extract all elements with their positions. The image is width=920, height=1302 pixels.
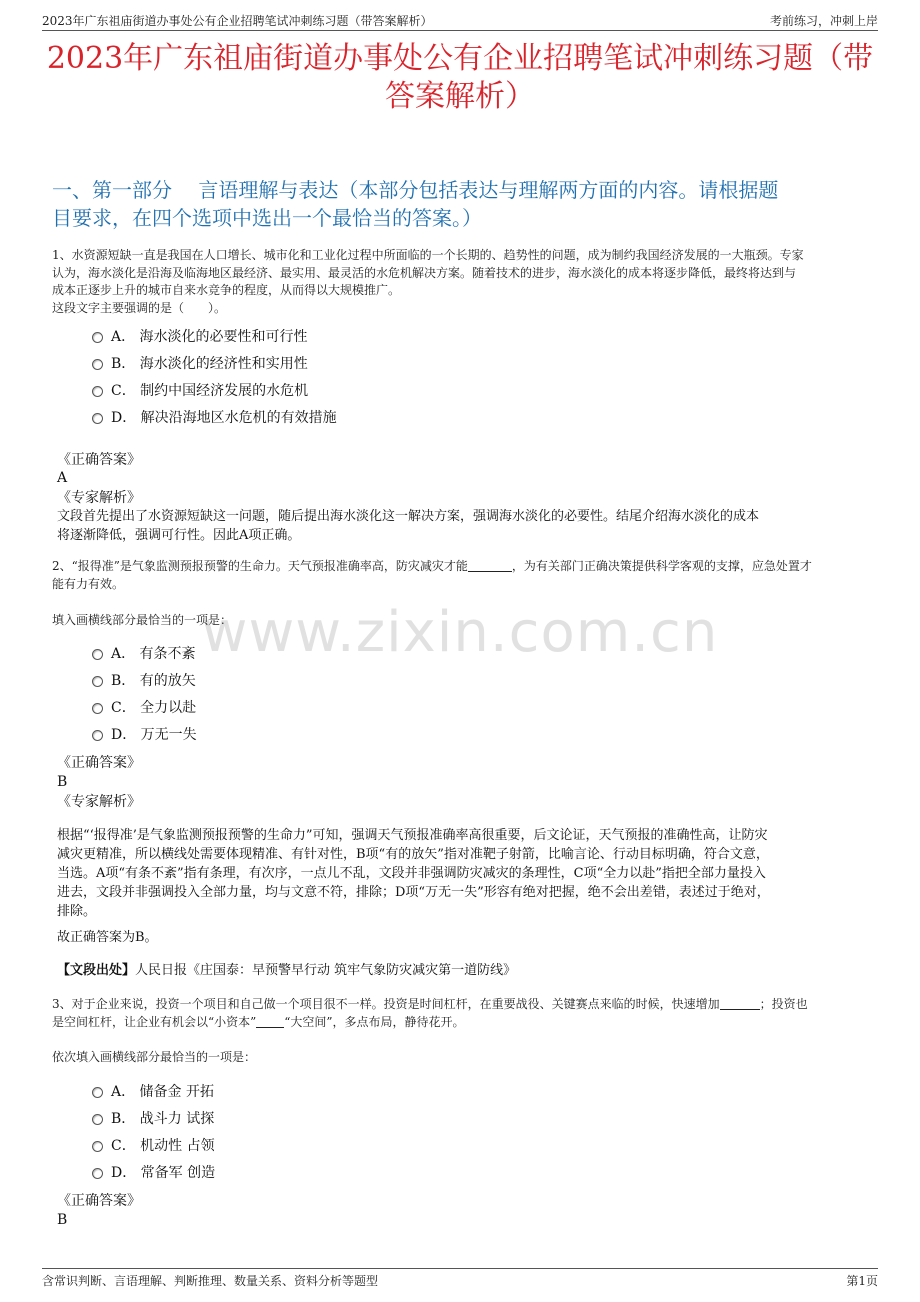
radio-icon[interactable] [92, 332, 103, 343]
running-header-slogan: 考前练习，冲刺上岸 [769, 14, 878, 28]
q3-option-b[interactable]: B． 战斗力 试探 [92, 1110, 214, 1128]
radio-icon[interactable] [92, 1114, 103, 1125]
q3-option-d[interactable]: D． 常备军 创造 [92, 1164, 215, 1182]
radio-icon[interactable] [92, 703, 103, 714]
header-rule [42, 30, 878, 31]
footer-rule [42, 1268, 878, 1269]
radio-icon[interactable] [92, 1087, 103, 1098]
q2-answer: B [57, 774, 68, 790]
q1-answer-label: 《正确答案》 [57, 452, 141, 468]
q3-option-c[interactable]: C． 机动性 占领 [92, 1137, 215, 1155]
section-heading: 一、第一部分 言语理解与表达（本部分包括表达与理解两方面的内容。请根据题 目要求，在四个选项中选出一个最恰当的答案。） [52, 178, 779, 230]
radio-icon[interactable] [92, 1141, 103, 1152]
q2-option-d[interactable]: D． 万无一失 [92, 726, 197, 744]
page-number: 第1页 [846, 1274, 878, 1288]
q3-option-a[interactable]: A． 储备金 开拓 [92, 1083, 214, 1101]
q1-analysis: 文段首先提出了水资源短缺这一问题，随后提出海水淡化这一解决方案，强调海水淡化的必要性。结尾介绍海水淡化的成本 将逐渐降低，强调可行性。因此A项正确。 [57, 509, 760, 543]
question-2-stem: 2、“报得准”是气象监测预报预警的生命力。天气预报准确率高，防灾减灾才能 ，为有关部门正确决策提供科学客观的支撑，应急处置才 能有力有效。 [52, 559, 812, 591]
q1-option-b[interactable]: B． 海水淡化的经济性和实用性 [92, 355, 308, 373]
radio-icon[interactable] [92, 1168, 103, 1179]
radio-icon[interactable] [92, 413, 103, 424]
q2-analysis: 根据“‘报得准’是气象监测预报预警的生命力”可知，强调天气预报准确率高很重要，后文论证，天气预报的准确性高，让防灾 减灾更精准，所以横线处需要体现精准、有针对性，B项“有的放矢”指对准靶子射箭，比喻言论、行动目标明确，符合文意， 当选。A项“有条不紊”指有条理，有次序，一点儿不乱，文段并非强调防灾减灾的条理性，C项“全力以赴”指把全部力量投入 进去，文段并非强调投入全部力量，均与文意不符，排除；D项“万无一失”形容有绝对把握，绝不会出差错，表述过于绝对， 排除。 [57, 828, 770, 919]
q1-answer: A [57, 470, 68, 486]
answer-blank [256, 1015, 284, 1028]
q3-prompt: 依次填入画横线部分最恰当的一项是： [52, 1050, 257, 1064]
page-title: 2023年广东祖庙街道办事处公有企业招聘笔试冲刺练习题（带 答案解析） [46, 41, 874, 114]
q2-option-b[interactable]: B． 有的放矢 [92, 672, 196, 690]
q2-option-c[interactable]: C． 全力以赴 [92, 699, 196, 717]
radio-icon[interactable] [92, 359, 103, 370]
q2-prompt: 填入画横线部分最恰当的一项是： [52, 613, 233, 627]
radio-icon[interactable] [92, 386, 103, 397]
q3-answer: B [57, 1212, 68, 1228]
q3-answer-label: 《正确答案》 [57, 1193, 141, 1209]
q2-option-a[interactable]: A． 有条不紊 [92, 645, 196, 663]
q1-option-d[interactable]: D． 解决沿海地区水危机的有效措施 [92, 409, 337, 427]
q2-conclusion: 故正确答案为B。 [57, 930, 158, 945]
q1-analysis-label: 《专家解析》 [57, 490, 141, 506]
answer-blank [468, 559, 512, 572]
q1-option-c[interactable]: C． 制约中国经济发展的水危机 [92, 382, 308, 400]
watermark: www.zixin.com.cn [201, 600, 719, 665]
question-1-stem: 1、水资源短缺一直是我国在人口增长、城市化和工业化过程中所面临的一个长期的、趋势性的问题，成为制约我国经济发展的一大瓶颈。专家 认为，海水淡化是沿海及临海地区最经济、最实用、最灵活的水危机解决方案。随着技术的进步，海水淡化的成本将逐步降低，最终将达到与 成本正逐步上升的城市自来水竞争的程度，从而得以大规模推广。 这段文字主要强调的是（ ）。 [52, 248, 804, 315]
footer-topics: 含常识判断、言语理解、判断推理、数量关系、资料分析等题型 [42, 1274, 379, 1288]
q2-answer-label: 《正确答案》 [57, 755, 141, 771]
q2-source: 【文段出处】人民日报《庄国泰：早预警早行动 筑牢气象防灾减灾第一道防线》 [57, 963, 517, 978]
radio-icon[interactable] [92, 730, 103, 741]
running-header-title: 2023年广东祖庙街道办事处公有企业招聘笔试冲刺练习题（带答案解析） [42, 14, 433, 28]
radio-icon[interactable] [92, 649, 103, 660]
q2-analysis-label: 《专家解析》 [57, 794, 141, 810]
q1-option-a[interactable]: A． 海水淡化的必要性和可行性 [92, 328, 308, 346]
question-3-stem: 3、对于企业来说，投资一个项目和自己做一个项目很不一样。投资是时间杠杆，在重要战役、关键赛点来临的时候，快速增加 ；投资也 是空间杠杆，让企业有机会以“小资本” “大空间”，多点布局，静待花开。 [52, 997, 808, 1029]
radio-icon[interactable] [92, 676, 103, 687]
answer-blank [720, 997, 760, 1010]
